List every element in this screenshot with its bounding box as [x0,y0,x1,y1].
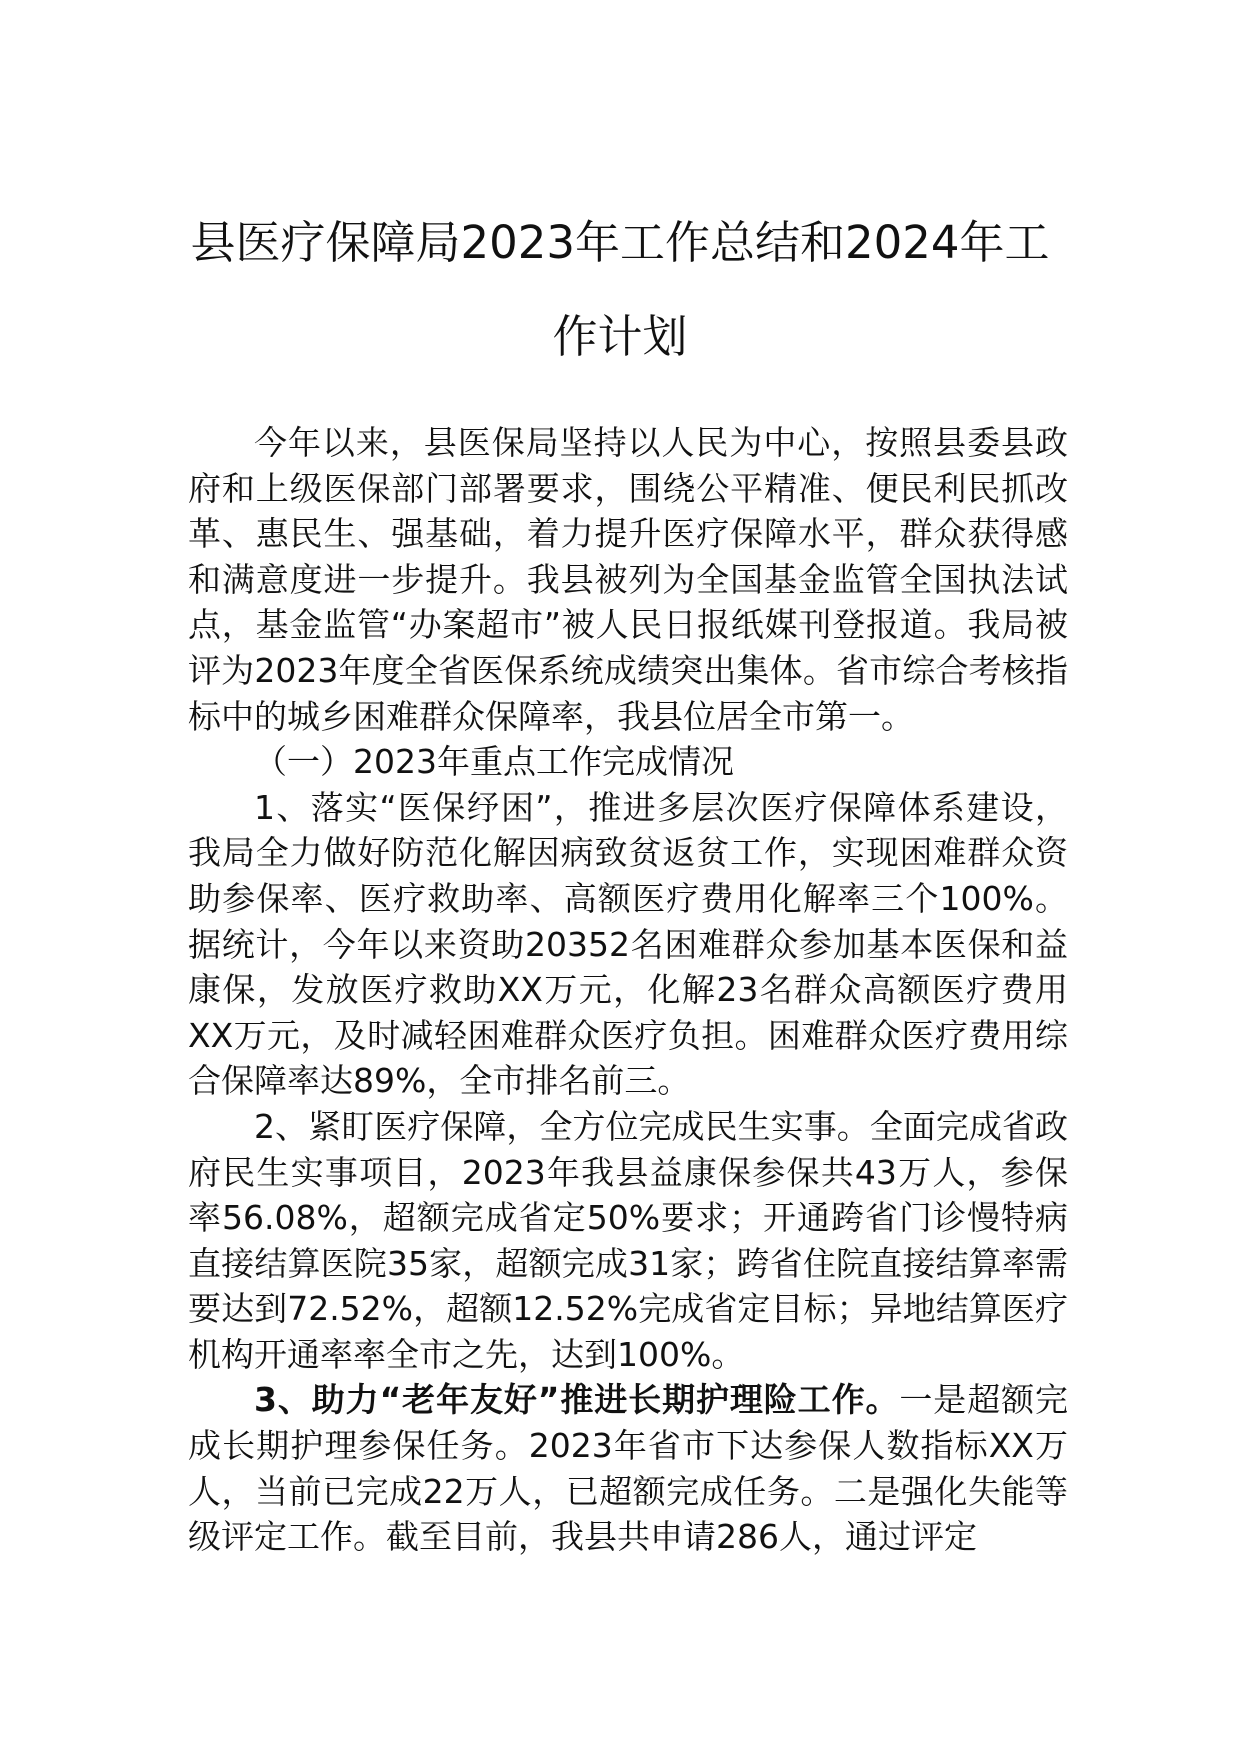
intro-paragraph: 今年以来，县医保局坚持以人民为中心，按照县委县政府和上级医保部门部署要求，围绕公平精准、便民利民抓改革、惠民生、强基础，着力提升医疗保障水平，群众获得感和满意度进一步提升。我县被列为全国基金监管全国执法试点，基金监管“办案超市”被人民日报纸媒刊登报道。我局被评为2023年度全省医保系统成绩突出集体。省市综合考核指标中的城乡困难群众保障率，我县位居全市第一。 [188,423,1068,736]
document-body [188,420,1068,1560]
document-title-line-1: 县医疗保障局2023年工作总结和2024年工 [190,216,1050,269]
item-2-paragraph: 2、紧盯医疗保障，全方位完成民生实事。全面完成省政府民生实事项目，2023年我县益康保参保共43万人，参保率56.08%，超额完成省定50%要求；开通跨省门诊慢特病直接结算医院35家，超额完成31家；跨省住院直接结算率需要达到72.52%，超额12.52%完成省定目标；异地结算医疗机构开通率率全市之先，达到100%。 [188,1106,1068,1374]
document-title-line-2: 作计划 [552,310,688,363]
item-3-lead: 3、助力“老年友好”推进长期护理险工作。 [254,1380,900,1420]
item-3-text: 一是超额完成长期护理参保任务。2023年省市下达参保人数指标XX万人，当前已完成22万人，已超额完成任务。二是强化失能等级评定工作。截至目前，我县共申请286人，通过评定 [188,1380,1068,1557]
item-1-paragraph: 1、落实“医保纾困”，推进多层次医疗保障体系建设，我局全力做好防范化解因病致贫返贫工作，实现困难群众资助参保率、医疗救助率、高额医疗费用化解率三个100%。据统计，今年以来资助20352名困难群众参加基本医保和益康保，发放医疗救助XX万元，化解23名群众高额医疗费用XX万元，及时减轻困难群众医疗负担。困难群众医疗费用综合保障率达89%，全市排名前三。 [188,787,1068,1101]
item-3-paragraph [188,1377,1068,1559]
section-heading: （一）2023年重点工作完成情况 [254,742,734,782]
